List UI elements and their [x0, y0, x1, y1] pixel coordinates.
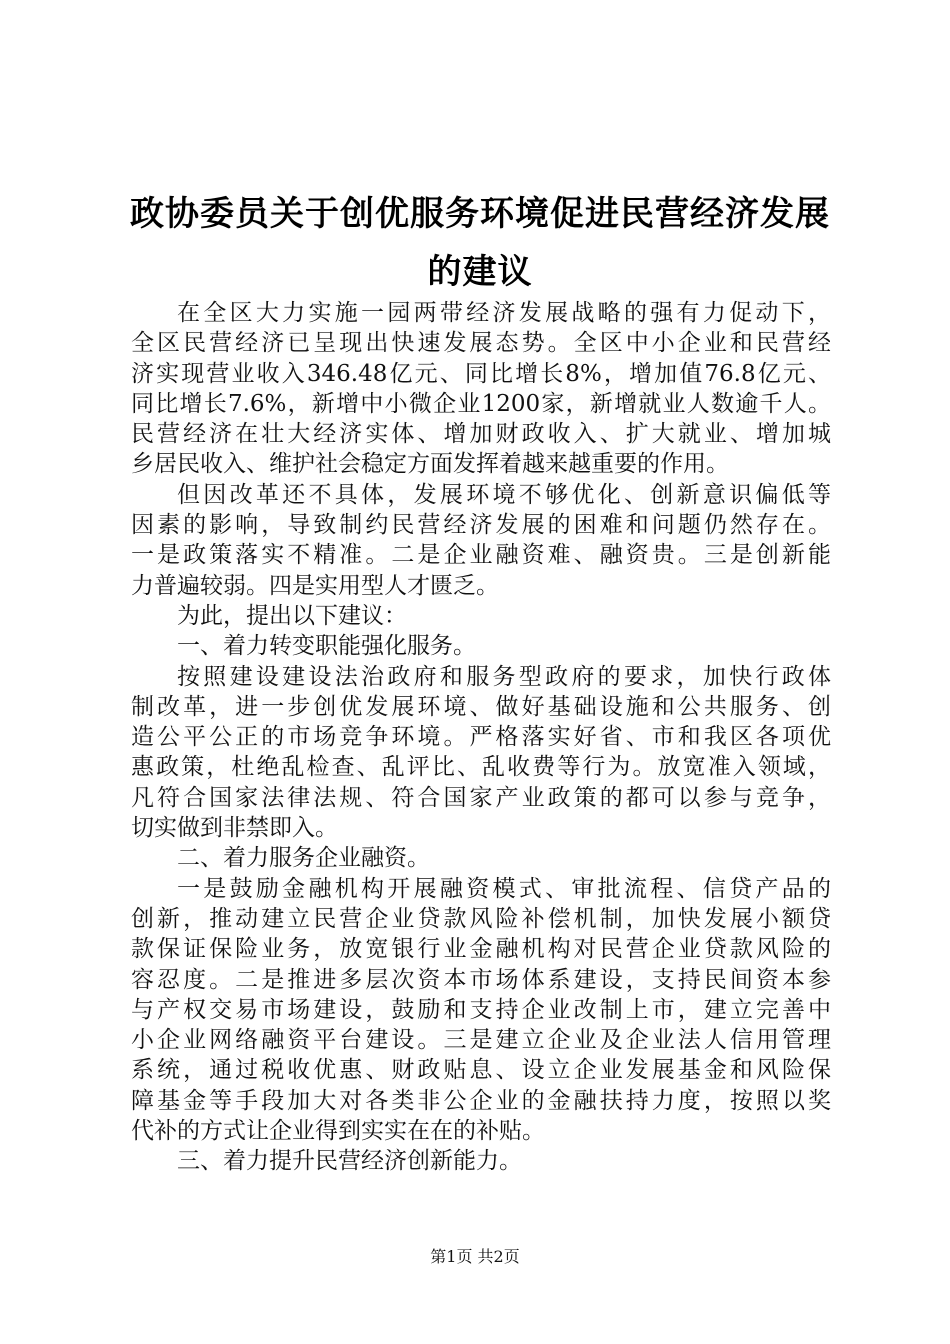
- body-line: 民营经济在壮大经济实体、增加财政收入、扩大就业、增加城: [131, 421, 831, 448]
- body-line: 惠政策，杜绝乱检查、乱评比、乱收费等行为。放宽准入领域，: [131, 754, 831, 781]
- body-line: 切实做到非禁即入。: [131, 815, 338, 842]
- body-line: 造公平公正的市场竞争环境。严格落实好省、市和我区各项优: [131, 724, 831, 751]
- section-heading: 二、着力服务企业融资。: [177, 845, 430, 872]
- body-line: 力普遍较弱。四是实用型人才匮乏。: [131, 572, 499, 599]
- body-line: 代补的方式让企业得到实实在在的补贴。: [131, 1118, 545, 1145]
- body-line: 在全区大力实施一园两带经济发展战略的强有力促动下，: [177, 300, 831, 326]
- body-line: 系统，通过税收优惠、财政贴息、设立企业发展基金和风险保: [131, 1057, 831, 1084]
- body-line: 全区民营经济已呈现出快速发展态势。全区中小企业和民营经: [131, 330, 831, 357]
- body-line: 按照建设建设法治政府和服务型政府的要求，加快行政体: [177, 663, 831, 690]
- body-line: 乡居民收入、维护社会稳定方面发挥着越来越重要的作用。: [131, 451, 729, 478]
- body-line: 同比增长7.6%，新增中小微企业1200家，新增就业人数逾千人。: [131, 390, 831, 417]
- body-line: 一是政策落实不精准。二是企业融资难、融资贵。三是创新能: [131, 542, 831, 569]
- body-line: 障基金等手段加大对各类非公企业的金融扶持力度，按照以奖: [131, 1087, 831, 1114]
- body-line: 容忍度。二是推进多层次资本市场体系建设，支持民间资本参: [131, 966, 831, 993]
- body-line: 凡符合国家法律法规、符合国家产业政策的都可以参与竞争，: [131, 784, 831, 811]
- body-line: 但因改革还不具体，发展环境不够优化、创新意识偏低等: [177, 481, 831, 508]
- body-line: 为此，提出以下建议：: [177, 602, 407, 629]
- body-line: 小企业网络融资平台建设。三是建立企业及企业法人信用管理: [131, 1027, 831, 1054]
- document-title-line-1: 政协委员关于创优服务环境促进民营经济发展: [130, 194, 830, 234]
- body-line: 济实现营业收入346.48亿元、同比增长8%，增加值76.8亿元、: [131, 360, 831, 387]
- body-line: 因素的影响，导致制约民营经济发展的困难和问题仍然存在。: [131, 512, 831, 539]
- document-body: [131, 298, 831, 1177]
- page-number-footer: 第1页 共2页: [430, 1247, 520, 1266]
- section-heading: 三、着力提升民营经济创新能力。: [177, 1148, 522, 1175]
- body-line: 一是鼓励金融机构开展融资模式、审批流程、信贷产品的: [177, 875, 831, 902]
- body-line: 制改革，进一步创优发展环境、做好基础设施和公共服务、创: [131, 693, 831, 720]
- body-line: 创新，推动建立民营企业贷款风险补偿机制，加快发展小额贷: [131, 905, 831, 932]
- body-line: 与产权交易市场建设，鼓励和支持企业改制上市，建立完善中: [131, 996, 831, 1023]
- section-heading: 一、着力转变职能强化服务。: [177, 633, 476, 660]
- body-line: 款保证保险业务，放宽银行业金融机构对民营企业贷款风险的: [131, 936, 831, 963]
- document-title-line-2: 的建议: [427, 252, 533, 292]
